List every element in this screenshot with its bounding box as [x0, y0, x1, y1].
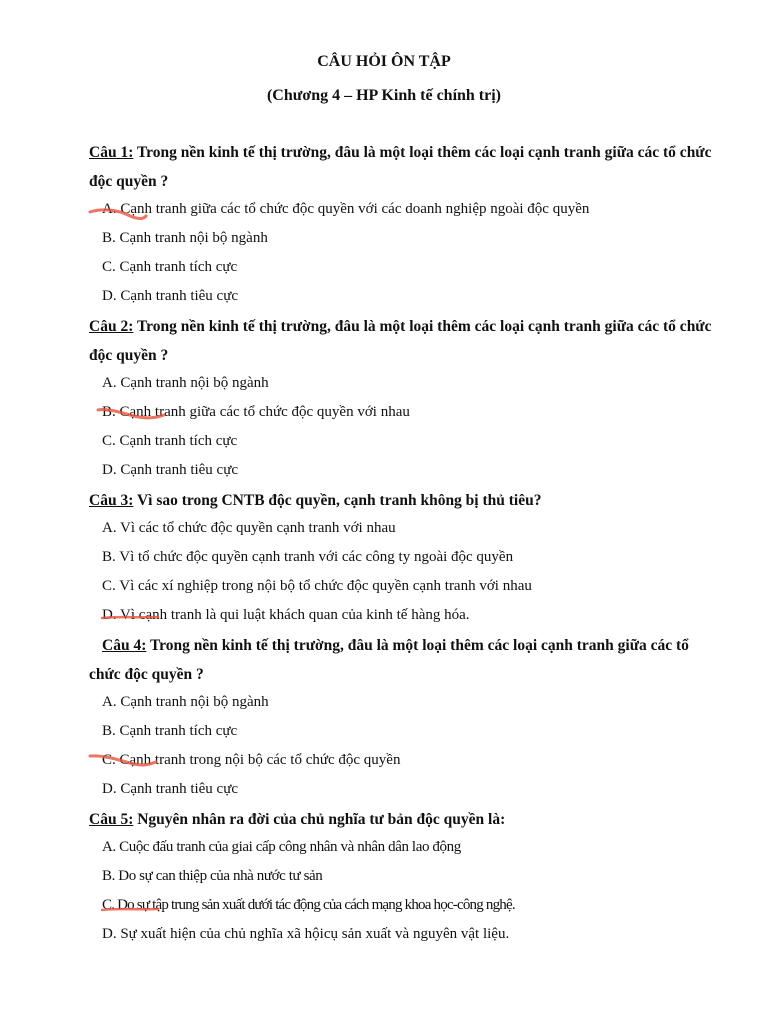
question-3-option-a: A. Vì các tổ chức độc quyền cạnh tranh với nhau: [102, 520, 396, 536]
question-1-option-d: D. Cạnh tranh tiêu cực: [102, 288, 239, 304]
question-3-option-d: D. Vì cạnh tranh là qui luật khách quan của kinh tế hàng hóa.: [102, 607, 470, 623]
question-2-option-c: C. Cạnh tranh tích cực: [102, 433, 238, 449]
question-5-option-a: A. Cuộc đấu tranh của giai cấp công nhân và nhân dân lao động: [102, 839, 461, 855]
question-4: [89, 631, 719, 689]
question-4-option-d: D. Cạnh tranh tiêu cực: [102, 781, 239, 797]
question-text: Nguyên nhân ra đời của chủ nghĩa tư bản độc quyền là:: [133, 811, 506, 828]
question-2-option-d: D. Cạnh tranh tiêu cực: [102, 462, 239, 478]
question-5-option-b: B. Do sự can thiệp của nhà nước tư sản: [102, 868, 323, 884]
question-1: [89, 138, 719, 196]
question-5: [89, 805, 719, 834]
question-3: [89, 486, 719, 515]
question-3-option-b: B. Vì tổ chức độc quyền cạnh tranh với các công ty ngoài độc quyền: [102, 549, 514, 565]
question-text: Vì sao trong CNTB độc quyền, cạnh tranh không bị thủ tiêu?: [133, 492, 542, 509]
document-title: CÂU HỎI ÔN TẬP: [317, 53, 451, 70]
question-number: Câu 3:: [89, 492, 134, 509]
question-2: [89, 312, 719, 370]
question-4-option-a: A. Cạnh tranh nội bộ ngành: [102, 694, 269, 710]
question-2-option-b: B. Cạnh tranh giữa các tổ chức độc quyền với nhau: [102, 404, 410, 420]
question-number: Câu 5:: [89, 811, 134, 828]
question-1-option-b: B. Cạnh tranh nội bộ ngành: [102, 230, 268, 246]
question-1-option-c: C. Cạnh tranh tích cực: [102, 259, 238, 275]
question-number: Câu 4:: [102, 637, 147, 654]
question-4-option-c: C. Cạnh tranh trong nội bộ các tổ chức độc quyền: [102, 752, 401, 768]
question-1-option-a: A. Cạnh tranh giữa các tổ chức độc quyền với các doanh nghiệp ngoài độc quyền: [102, 201, 590, 217]
question-2-option-a: A. Cạnh tranh nội bộ ngành: [102, 375, 269, 391]
question-5-option-d: D. Sự xuất hiện của chủ nghĩa xã hộicụ sản xuất và nguyên vật liệu.: [102, 926, 510, 942]
question-3-option-c: C. Vì các xí nghiệp trong nội bộ tổ chức độc quyền cạnh tranh với nhau: [102, 578, 532, 594]
question-number: Câu 2:: [89, 318, 134, 335]
question-text: Trong nền kinh tế thị trường, đâu là một loại thêm các loại cạnh tranh giữa các tổ chức độc quyền ?: [89, 637, 689, 683]
document-subtitle: (Chương 4 – HP Kinh tế chính trị): [266, 87, 502, 104]
question-4-option-b: B. Cạnh tranh tích cực: [102, 723, 238, 739]
question-5-option-c: C. Do sự tập trung sản xuất dưới tác động của cách mạng khoa học-công nghệ.: [102, 897, 515, 913]
question-number: Câu 1:: [89, 144, 134, 161]
question-text: Trong nền kinh tế thị trường, đâu là một loại thêm các loại cạnh tranh giữa các tổ chức độc quyền ?: [89, 144, 712, 190]
question-text: Trong nền kinh tế thị trường, đâu là một loại thêm các loại cạnh tranh giữa các tổ chức độc quyền ?: [89, 318, 712, 364]
